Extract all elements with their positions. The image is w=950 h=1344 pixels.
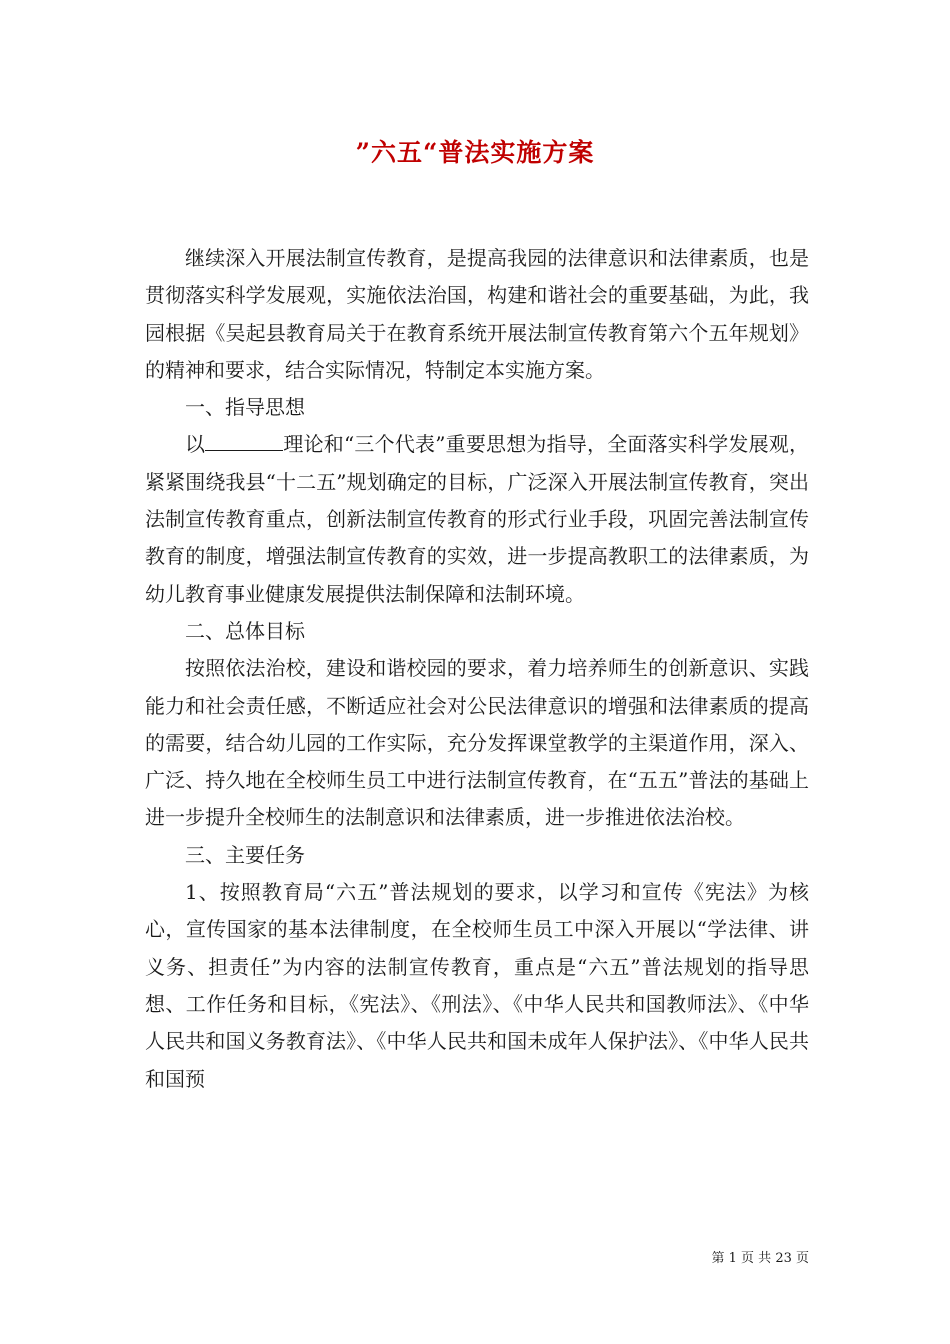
guiding-thought-text: 理论和“三个代表”重要思想为指导，全面落实科学发展观，紧紧围绕我县“十二五”规划确定的目标，广泛深入开展法制宣传教育，突出法制宣传教育重点，创新法制宣传教育的形式行业手段，巩固完善法制宣传教育的制度，增强法制宣传教育的实效，进一步提高教职工的法律素质，为幼儿教育事业健康发展提供法制保障和法制环境。 [145,432,810,606]
overall-goal-paragraph: 按照依法治校，建设和谐校园的要求，着力培养师生的创新意识、实践能力和社会责任感，不断适应社会对公民法律意识的增强和法律素质的提高的需要，结合幼儿园的工作实际，充分发挥课堂教学的主渠道作用，深入、广泛、持久地在全校师生员工中进行法制宣传教育，在“五五”普法的基础上进一步提升全校师生的法制意识和法律素质，进一步推进依法治校。 [145,656,809,830]
page-number: 第 1 页 共 23 页 [711,1251,809,1266]
section-heading-guiding-thought: 一、指导思想 [185,395,305,420]
document-body [145,240,809,1098]
section-heading-overall-goal: 二、总体目标 [185,618,305,643]
section-heading-main-tasks: 三、主要任务 [185,842,305,867]
main-task-item-1: 1、按照教育局“六五”普法规划的要求，以学习和宣传《宪法》为核心，宣传国家的基本法律制度，在全校师生员工中深入开展以“学法律、讲义务、担责任”为内容的法制宣传教育，重点是“六五”普法规划的指导思想、工作任务和目标，《宪法》、《刑法》、《中华人民共和国教师法》、《中华人民共和国义务教育法》、《中华人民共和国未成年人保护法》、《中华人民共和国预 [145,880,809,1091]
blank-underline [205,432,283,451]
document-title: ”六五“普法实施方案 [355,138,595,167]
guiding-thought-prefix: 以 [185,432,206,457]
intro-paragraph: 继续深入开展法制宣传教育，是提高我园的法律意识和法律素质，也是贯彻落实科学发展观，实施依法治国，构建和谐社会的重要基础，为此，我园根据《吴起县教育局关于在教育系统开展法制宣传教育第六个五年规划》的精神和要求，结合实际情况，特制定本实施方案。 [145,246,809,382]
guiding-thought-paragraph [145,426,809,612]
